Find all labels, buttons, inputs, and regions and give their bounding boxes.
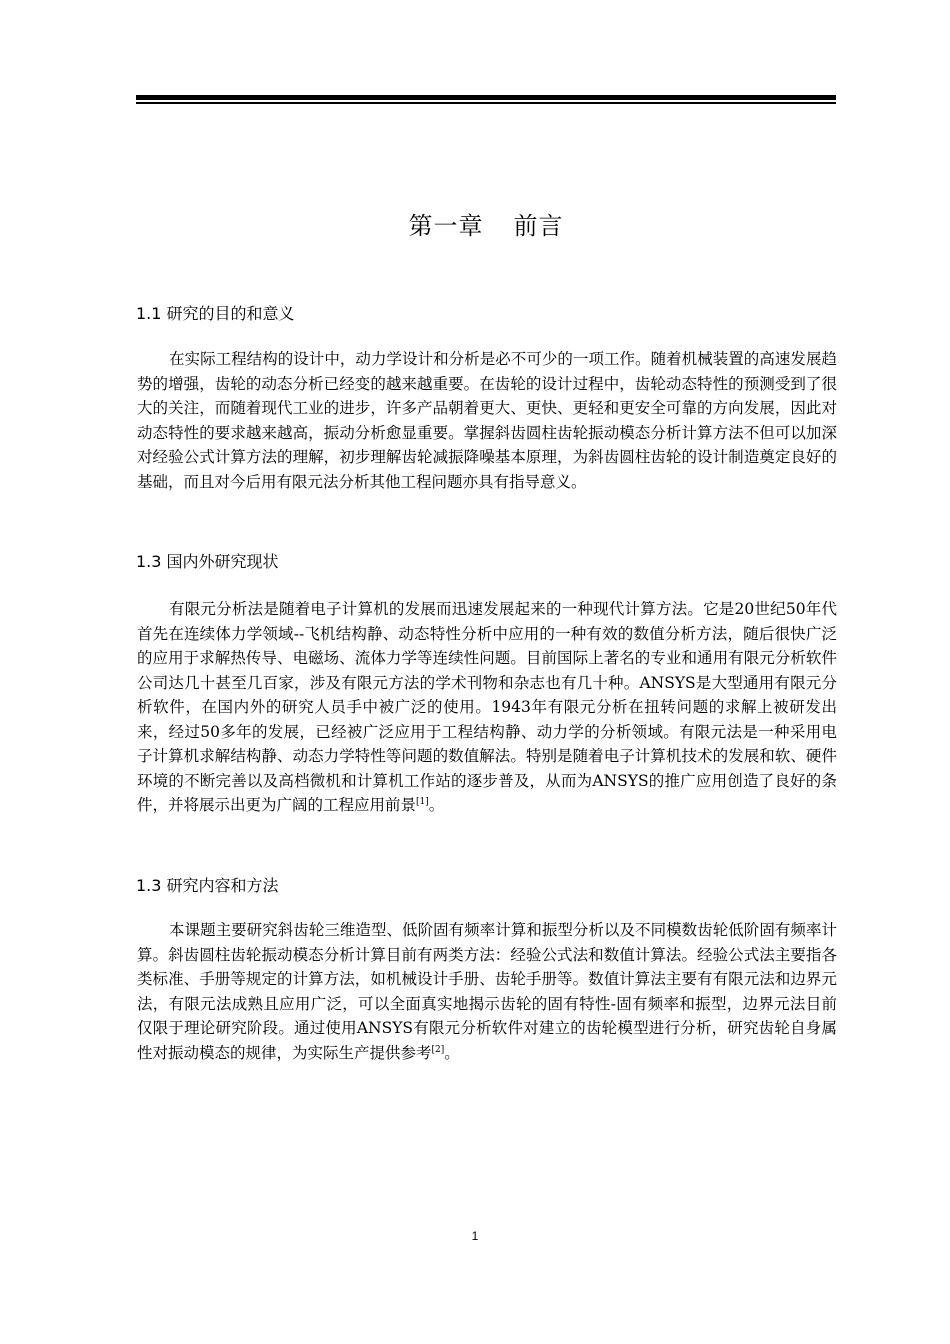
citation-ref-1[interactable]: [1] bbox=[416, 796, 429, 807]
section-paragraph-status bbox=[137, 597, 837, 818]
chapter-label: 第一章 bbox=[408, 212, 484, 240]
citation-ref-2[interactable]: [2] bbox=[431, 1044, 445, 1055]
chapter-title bbox=[136, 206, 836, 241]
status-paragraph-text: 有限元分析法是随着电子计算机的发展而迅速发展起来的一种现代计算方法。它是20世纪50年代首先在连续体力学领域--飞机结构静、动态特性分析中应用的一种有效的数值分析方法，随后很快广泛的应用于求解热传导、电磁场、流体力学等连续性问题。目前国际上著名的专业和通用有限元分析软件公司达几十甚至几百家，涉及有限元方法的学术刊物和杂志也有几十种。ANSYS是大型通用有限元分析软件，在国内外的研究人员手中被广泛的使用。1943年有限元分析在扭转问题的求解上被研发出来，经过50多年的发展，已经被广泛应用于工程结构静、动力学的分析领域。有限元法是一种采用电子计算机求解结构静、动态力学特性等问题的数值解法。特别是随着电子计算机技术的发展和软、硬件环境的不断完善以及高档微机和计算机工作站的逐步普及，从而为ANSYS的推广应用创造了良好的条件，并将展示出更为广阔的工程应用前景 bbox=[137, 600, 837, 814]
section-heading-purpose: 1.1 研究的目的和意义 bbox=[136, 304, 295, 323]
header-rule-thick bbox=[136, 95, 836, 100]
methods-paragraph-tail: 。 bbox=[444, 1043, 460, 1062]
header-rule-thin bbox=[136, 102, 836, 104]
page-number: 1 bbox=[471, 1229, 479, 1243]
status-paragraph-tail: 。 bbox=[428, 796, 445, 814]
chapter-name: 前言 bbox=[513, 212, 564, 240]
section-heading-methods: 1.3 研究内容和方法 bbox=[136, 876, 279, 895]
methods-paragraph-text: 本课题主要研究斜齿轮三维造型、低阶固有频率计算和振型分析以及不同模数齿轮低阶固有频率计算。斜齿圆柱齿轮振动模态分析计算目前有两类方法：经验公式法和数值计算法。经验公式法主要指各类标准、手册等规定的计算方法，如机械设计手册、齿轮手册等。数值计算法主要有有限元法和边界元法，有限元法成熟且应用广泛，可以全面真实地揭示齿轮的固有特性-固有频率和振型，边界元法目前仅限于理论研究阶段。通过使用ANSYS有限元分析软件对建立的齿轮模型进行分析，研究齿轮自身属性对振动模态的规律，为实际生产提供参考 bbox=[137, 921, 837, 1062]
section-paragraph-methods bbox=[137, 918, 837, 1065]
section-heading-status: 1.3 国内外研究现状 bbox=[136, 552, 279, 571]
section-paragraph-purpose: 在实际工程结构的设计中，动力学设计和分析是必不可少的一项工作。随着机械装置的高速发展趋势的增强，齿轮的动态分析已经变的越来越重要。在齿轮的设计过程中，齿轮动态特性的预测受到了很大的关注，而随着现代工业的进步，许多产品朝着更大、更快、更轻和更安全可靠的方向发展，因此对动态特性的要求越来越高，振动分析愈显重要。掌握斜齿圆柱齿轮振动模态分析计算方法不但可以加深对经验公式计算方法的理解，初步理解齿轮减振降噪基本原理，为斜齿圆柱齿轮的设计制造奠定良好的基础，而且对今后用有限元法分析其他工程问题亦具有指导意义。 bbox=[137, 350, 837, 491]
